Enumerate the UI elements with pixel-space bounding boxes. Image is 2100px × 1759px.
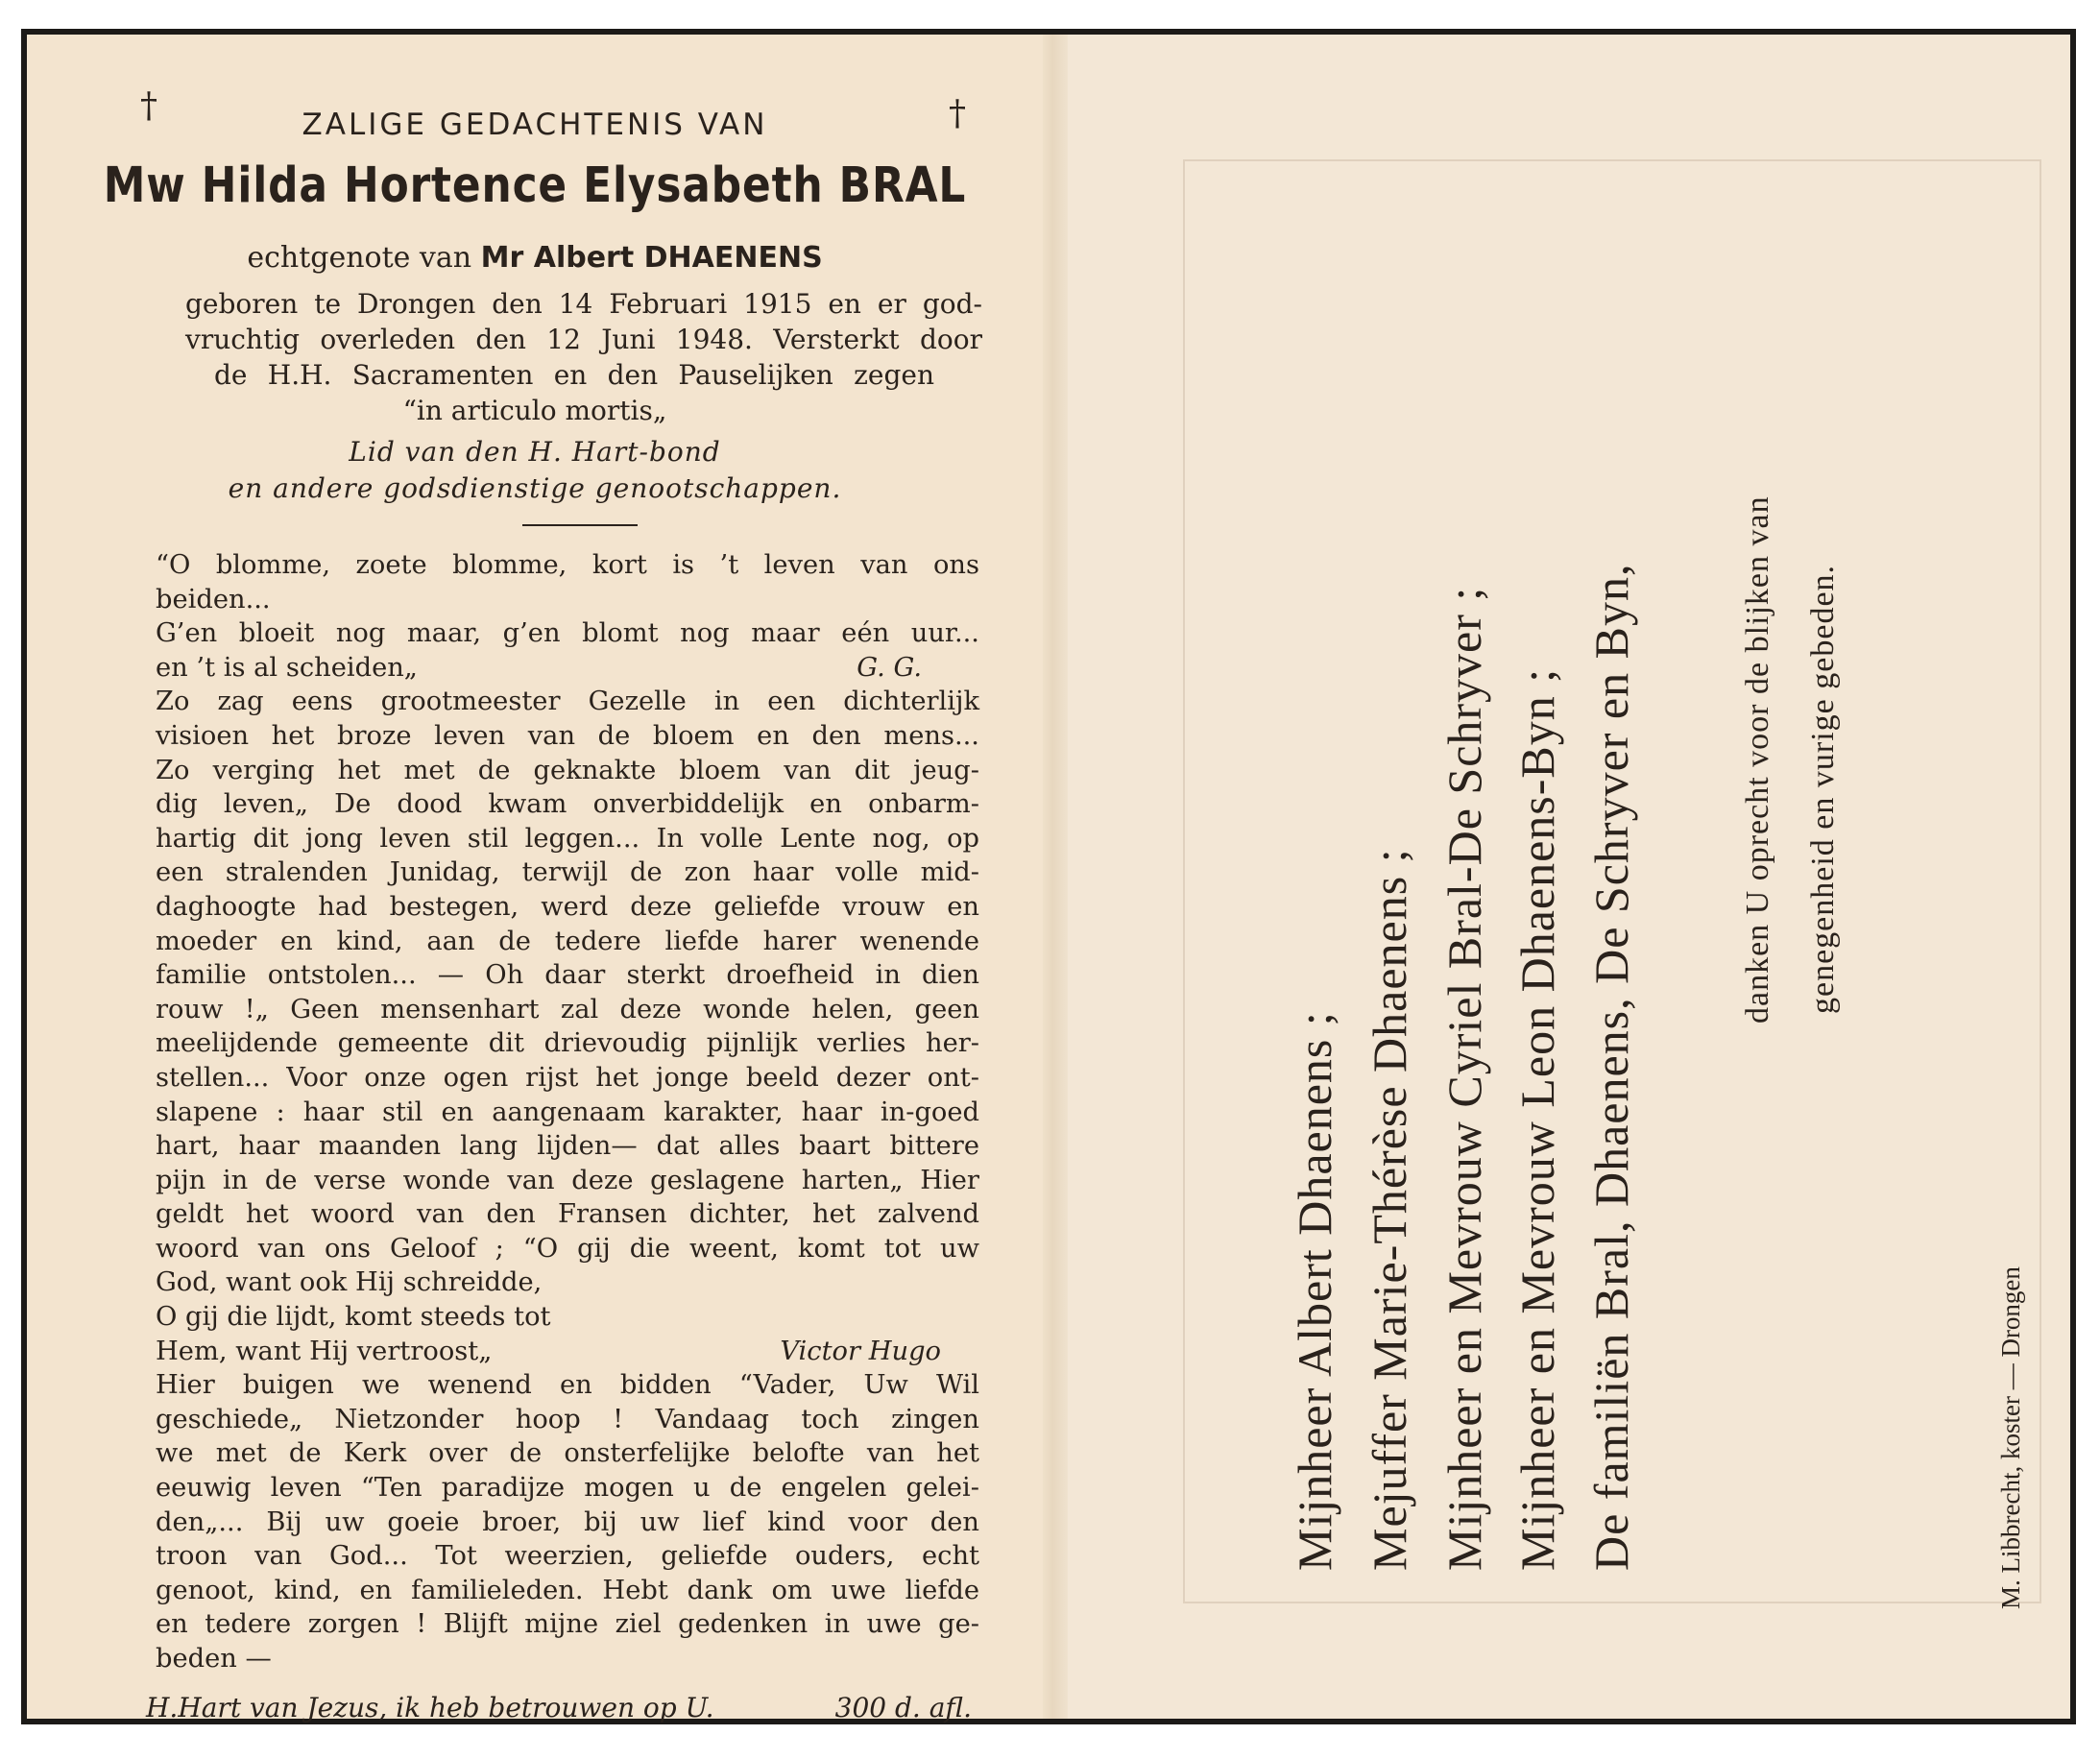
membership (27, 434, 1043, 507)
eulogy-line: Zo zag eens grootmeester Gezelle in een dichterlijk (156, 687, 979, 717)
eulogy-line: rouw !„ Geen mensenhart zal deze wonde helen, geen (156, 994, 979, 1024)
family-line: Mijnheer en Mevrouw Cyriel Bral-De Schryver ; (1437, 586, 1491, 1571)
eulogy-line: woord van ons Geloof ; “O gij die weent, komt tot uw (156, 1233, 979, 1264)
eulogy-line: “O blomme, zoete blomme, kort is ’t leven van ons (156, 550, 979, 580)
eulogy-line (156, 651, 979, 686)
eulogy-line: pijn in de verse wonde van deze geslagene harten„ Hier (156, 1165, 979, 1195)
eulogy-text-fragment: en ’t is al scheiden„ (156, 652, 418, 683)
eulogy-line: dig leven„ De dood kwam onverbiddelijk en onbarm- (156, 789, 979, 820)
eulogy-line: stellen... Voor onze ogen rijst het jonge beeld dezer ont- (156, 1062, 979, 1093)
biography (185, 286, 982, 393)
signature-author: Victor Hugo (780, 1336, 941, 1366)
eulogy-line: genoot, kind, en familieleden. Hebt dank om uwe liefde (156, 1575, 979, 1605)
heading: ZALIGE GEDACHTENIS VAN (302, 108, 768, 142)
eulogy-line: Hier buigen we wenend en bidden “Vader, Uw Wil (156, 1370, 979, 1401)
bio-line: de H.H. Sacramenten en den Pauselijken zegen (214, 359, 934, 391)
eulogy-line: meelijdende gemeente dit drievoudig pijnlijk verlies her- (156, 1028, 979, 1059)
eulogy-line: slapene : haar stil en aangenaam karakter, haar in-goed (156, 1096, 979, 1127)
eulogy-line: beden — (156, 1644, 272, 1674)
eulogy-line: O gij die lijdt, komt steeds tot (156, 1302, 551, 1333)
eulogy-text (156, 548, 979, 1676)
eulogy-line: hartig dit jong leven stil leggen... In volle Lente nog, op (156, 823, 979, 854)
deceased-name: Mw Hilda Hortence Elysabeth BRAL (103, 157, 967, 214)
eulogy-line: God, want ook Hij schreidde, (156, 1267, 543, 1298)
footer-prayer: H.Hart van Jezus, ik heb betrouwen op U. (146, 1692, 714, 1723)
eulogy-line: den„... Bij uw goeie broer, bij uw lief kind voor den (156, 1506, 979, 1537)
card-fold (1043, 35, 1068, 1719)
eulogy-line: geschiede„ Nietzonder hoop ! Vandaag toch zingen (156, 1404, 979, 1434)
thanks-line: danken U oprecht voor de blijken van (1740, 495, 1775, 1024)
eulogy-line: daghoogte had bestegen, werd deze geliefde vrouw en (156, 891, 979, 922)
eulogy-text-fragment: Hem, want Hij vertroost„ (156, 1336, 493, 1366)
bio-line: geboren te Drongen den 14 Februari 1915 en er god- (185, 288, 982, 320)
family-line: Mejuffer Marie-Thérèse Dhaenens ; (1363, 848, 1416, 1571)
family-line: Mijnheer Albert Dhaenens ; (1288, 1011, 1341, 1571)
divider (522, 524, 638, 526)
eulogy-line: Zo verging het met de geknakte bloem van dit jeug- (156, 755, 979, 785)
footer (146, 1692, 972, 1723)
eulogy-line: eeuwig leven “Ten paradijze mogen u de engelen gelei- (156, 1473, 979, 1504)
eulogy-line: familie ontstolen... — Oh daar sterkt droefheid in dien (156, 960, 979, 991)
eulogy-line: moeder en kind, aan de tedere liefde harer wenende (156, 926, 979, 956)
eulogy-line: visioen het broze leven van de bloem en den mens... (156, 720, 979, 751)
spouse-line (27, 241, 1043, 275)
cross-left-icon: † (140, 86, 157, 126)
family-line: De familiën Bral, Dhaenens, De Schryver en Byn, (1584, 563, 1638, 1571)
spouse-prefix: echtgenote van (247, 241, 472, 275)
eulogy-line: we met de Kerk over de onsterfelijke belofte van het (156, 1438, 979, 1469)
eulogy-line: beiden... (156, 584, 271, 614)
eulogy-line: G’en bloeit nog maar, g’en blomt nog maar eén uur... (156, 618, 979, 649)
eulogy-line: troon van God... Tot weerzien, geliefde ouders, echt (156, 1541, 979, 1572)
eulogy-line (156, 1335, 979, 1369)
memorial-card (21, 29, 2076, 1724)
spouse-name: Mr Albert DHAENENS (480, 241, 823, 275)
bio-line: vruchtig overleden den 12 Juni 1948. Versterkt door (185, 324, 982, 355)
signature-initials: G. G. (857, 652, 922, 683)
family-line: Mijnheer en Mevrouw Leon Dhaenens-Byn ; (1510, 667, 1564, 1571)
cross-right-icon: † (949, 94, 966, 133)
eulogy-line: een stralenden Junidag, terwijl de zon haar volle mid- (156, 857, 979, 888)
thanks-line: genegenheid en vurige gebeden. (1805, 564, 1841, 1014)
bio-last-line: “in articulo mortis„ (402, 395, 667, 426)
membership-line: en andere godsdienstige genootschappen. (228, 472, 842, 504)
printer-credit: M. Libbrecht, koster — Drongen (1996, 1266, 2025, 1609)
eulogy-line: en tedere zorgen ! Blijft mijne ziel gedenken in uwe ge- (156, 1609, 979, 1640)
membership-line: Lid van den H. Hart-bond (349, 436, 721, 468)
left-panel (27, 35, 1043, 1723)
eulogy-line: hart, haar maanden lang lijden— dat alles baart bittere (156, 1131, 979, 1162)
footer-indulgence: 300 d. afl. (834, 1692, 972, 1723)
right-panel (1068, 35, 2070, 1719)
eulogy-line: geldt het woord van den Fransen dichter, het zalvend (156, 1199, 979, 1230)
